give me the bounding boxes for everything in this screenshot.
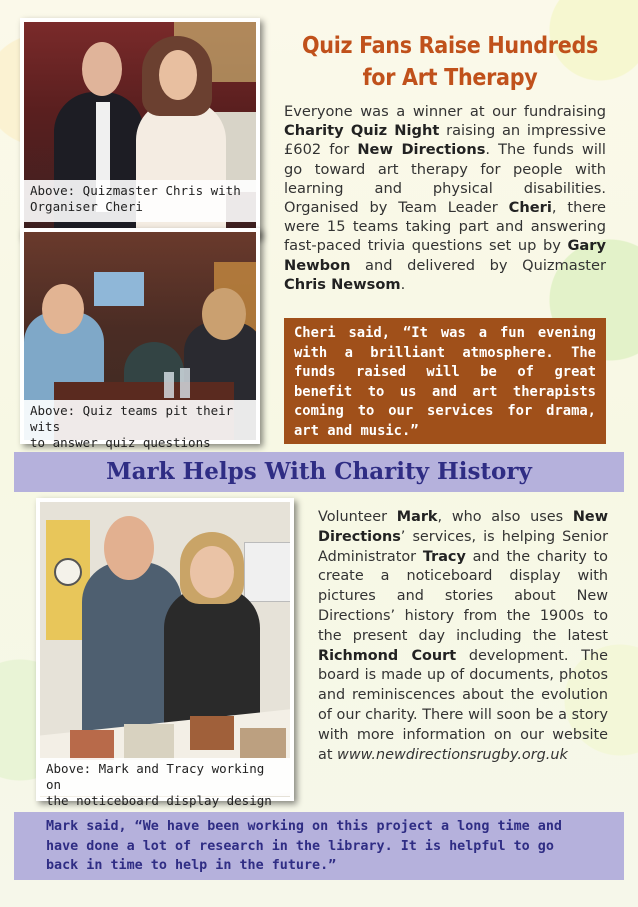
story1-text-run: Everyone was a winner at our fundraising: [284, 103, 606, 120]
story2-text-run: New Directions: [318, 509, 608, 545]
story1-text-run: Chris Newsom: [284, 275, 401, 293]
photo-caption-quiz-teams: Above: Quiz teams pit their wits to answer quiz questions: [24, 400, 256, 442]
story1-text-run: and delivered by Quizmaster: [350, 256, 606, 274]
photo-caption-quizmaster: Above: Quizmaster Chris with Organiser Cheri: [24, 180, 256, 222]
story1-text-run: Charity Quiz Night: [284, 122, 440, 140]
story2-text-run: , who also uses: [437, 509, 573, 525]
story2-text-run: Richmond Court: [318, 647, 457, 664]
section-banner-charity-history: Mark Helps With Charity History: [14, 452, 624, 492]
story2-text-run: Mark: [396, 509, 438, 525]
story2-text-run: development. The board is made up of documents, photos and reminiscences about the evolution of our charity. There will soon be a story with more information on our website at: [318, 647, 608, 763]
story2-text-run: www.newdirectionsrugby.org.uk: [337, 746, 568, 763]
article-headline: Quiz Fans Raise Hundreds for Art Therapy: [302, 33, 598, 91]
story2-text-run: ’ services, is helping Senior Administrator: [318, 528, 608, 565]
story1-text-run: raising an impressive £602 for: [284, 122, 606, 159]
photo-caption-mark-and-tracy: Above: Mark and Tracy working on the noticeboard display design: [40, 758, 290, 796]
photo-mark-and-tracy: [36, 498, 294, 801]
story2-text-run: Volunteer: [318, 509, 397, 525]
story1-text-run: Gary Newbon: [284, 237, 606, 274]
story2-text-run: and the charity to create a noticeboard display with pictures and stories about New Directions’ history from the 1900s to the present day including the latest: [318, 548, 608, 644]
quote-cheri: Cheri said, “It was a fun evening with a brilliant atmosphere. The funds raised will be of great benefit to us and art therapists coming to our services for drama, art and music.”: [284, 318, 606, 444]
quote-mark: Mark said, “We have been working on this project a long time and have done a lot of research in the library. It is helpful to go back in time to help in the future.”: [14, 812, 624, 880]
article-body-charity-history: [318, 508, 608, 765]
story1-text-run: Cheri: [508, 199, 552, 217]
story1-text-run: . The funds will go toward art therapy for people with learning and physical disabilities. Organised by Team Leader: [284, 141, 606, 217]
story2-text-run: Tracy: [422, 548, 466, 565]
story1-text-run: .: [400, 275, 406, 293]
story1-text-run: , there were 15 teams taking part and answering fast-paced trivia questions set up by: [284, 199, 606, 255]
story1-text-run: New Directions: [357, 141, 486, 159]
article-body-quiz: [284, 102, 606, 294]
